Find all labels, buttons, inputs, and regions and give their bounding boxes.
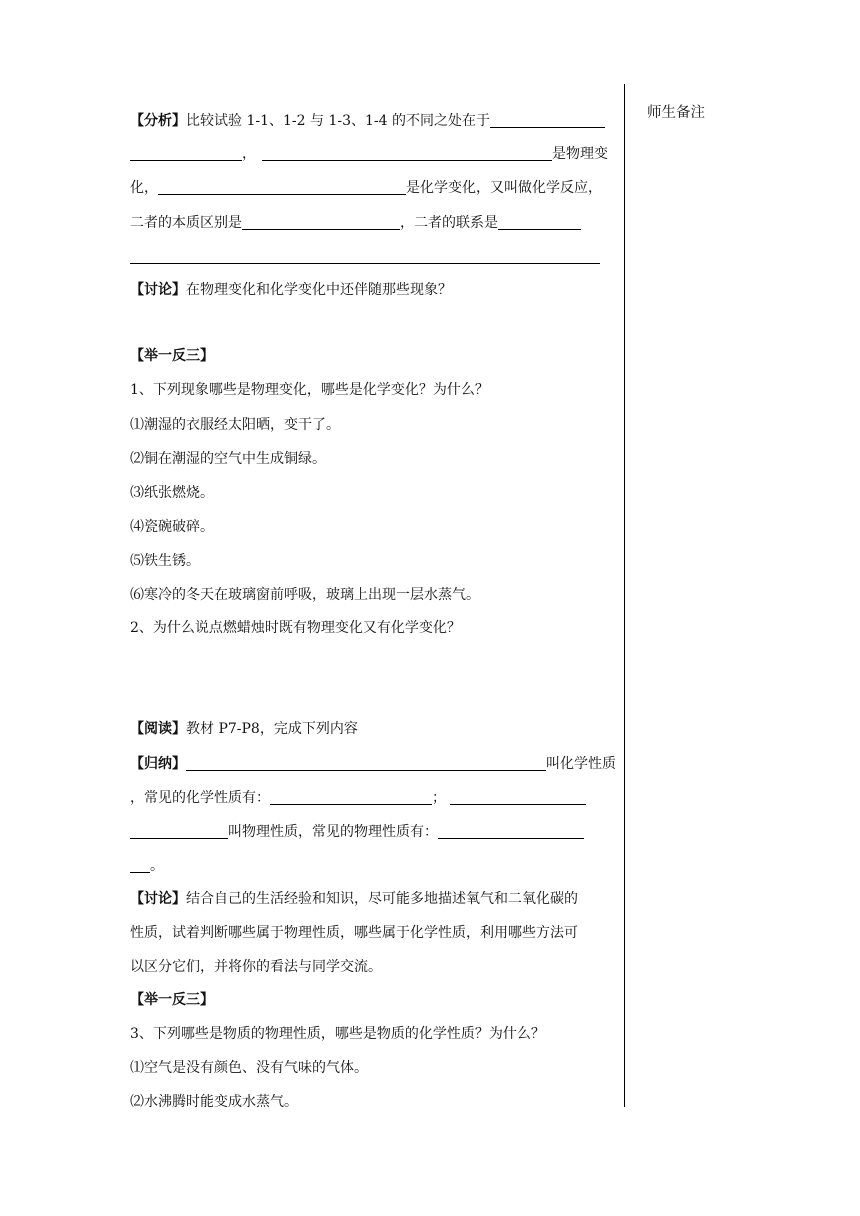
analysis-line-2: ， 是物理变 xyxy=(130,145,608,163)
answer-blank[interactable] xyxy=(498,215,581,230)
analysis-line-4: 二者的本质区别是 ，二者的联系是 xyxy=(130,214,581,232)
discussion-2-line-2: 性质，试着判断哪些属于物理性质，哪些属于化学性质，利用哪些方法可 xyxy=(130,925,578,941)
summary-line-3: 叫物理性质，常见的物理性质有： xyxy=(130,823,584,841)
summary-line-2: ，常见的化学性质有： ； xyxy=(130,789,586,807)
summary-line-1: 【归纳】 叫化学性质 xyxy=(130,756,616,772)
discussion-1: 【讨论】在物理变化和化学变化中还伴随那些现象？ xyxy=(130,282,452,298)
analysis-line-3: 化， 是化学变化，又叫做化学反应， xyxy=(130,180,602,196)
answer-blank[interactable] xyxy=(262,146,552,161)
practice-heading-1: 【举一反三】 xyxy=(130,348,214,364)
teacher-student-notes-heading: 师生备注 xyxy=(647,105,705,121)
discussion-tag: 【讨论】 xyxy=(130,891,186,907)
analysis-tag: 【分析】 xyxy=(130,113,186,129)
notes-column-divider xyxy=(624,84,625,1107)
answer-blank[interactable] xyxy=(490,113,605,128)
question-3: 3、下列哪些是物质的物理性质，哪些是物质的化学性质？为什么？ xyxy=(130,1026,545,1042)
answer-blank[interactable] xyxy=(438,824,584,839)
answer-blank[interactable] xyxy=(242,215,400,230)
discussion-2-line-1: 【讨论】结合自己的生活经验和知识，尽可能多地描述氧气和二氧化碳的 xyxy=(130,891,578,907)
question-1: 1、下列现象哪些是物理变化，哪些是化学变化？为什么？ xyxy=(130,382,489,398)
practice-heading-2: 【举一反三】 xyxy=(130,992,214,1008)
answer-blank[interactable] xyxy=(158,180,406,195)
summary-tag: 【归纳】 xyxy=(130,756,186,772)
list-item: ⑵水沸腾时能变成水蒸气。 xyxy=(130,1094,298,1110)
answer-blank-line[interactable] xyxy=(130,263,600,264)
reading-line: 【阅读】教材 P7-P8，完成下列内容 xyxy=(130,721,358,737)
answer-blank[interactable] xyxy=(130,824,228,839)
answer-blank[interactable] xyxy=(130,858,150,873)
reading-tag: 【阅读】 xyxy=(130,721,186,737)
list-item: ⑹寒冷的冬天在玻璃窗前呼吸，玻璃上出现一层水蒸气。 xyxy=(130,587,480,603)
answer-blank[interactable] xyxy=(270,790,432,805)
discussion-tag: 【讨论】 xyxy=(130,282,186,298)
answer-blank[interactable] xyxy=(450,790,586,805)
list-item: ⑸铁生锈。 xyxy=(130,553,200,569)
summary-line-4: 。 xyxy=(130,857,164,875)
list-item: ⑴空气是没有颜色、没有气味的气体。 xyxy=(130,1060,368,1076)
list-item: ⑷瓷碗破碎。 xyxy=(130,519,214,535)
list-item: ⑶纸张燃烧。 xyxy=(130,485,214,501)
list-item: ⑴潮湿的衣服经太阳晒，变干了。 xyxy=(130,417,340,433)
answer-blank[interactable] xyxy=(130,146,242,161)
analysis-line-1: 【分析】比较试验 1-1、1-2 与 1-3、1-4 的不同之处在于 xyxy=(130,112,605,130)
list-item: ⑵铜在潮湿的空气中生成铜绿。 xyxy=(130,451,326,467)
answer-blank[interactable] xyxy=(186,756,546,771)
question-2: 2、为什么说点燃蜡烛时既有物理变化又有化学变化？ xyxy=(130,620,461,636)
discussion-2-line-3: 以区分它们，并将你的看法与同学交流。 xyxy=(130,959,382,975)
